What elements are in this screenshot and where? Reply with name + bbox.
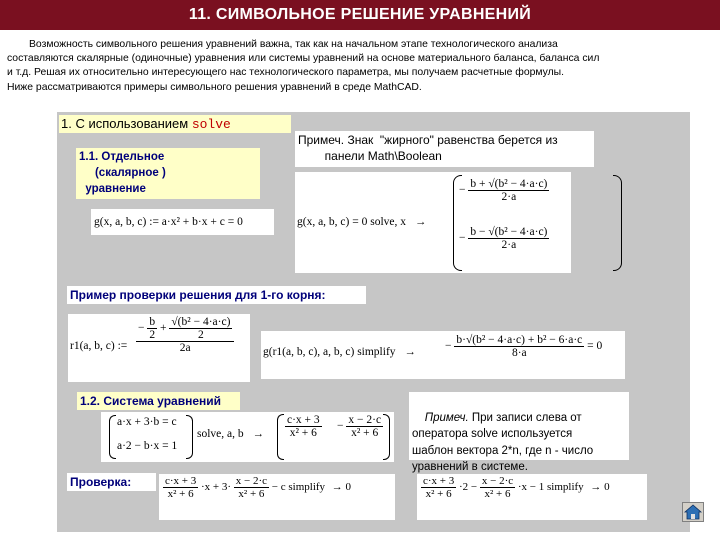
check-minus: − [445,340,452,353]
verify-label[interactable]: Проверка: [67,473,156,491]
r1-lhs: r1(a, b, c) := [70,340,128,352]
solution-bracket-right [383,414,390,460]
v2-tail: ·x − 1 simplify [517,481,584,494]
root-2-sign: − [459,232,466,245]
v1-den-1: x² + 6 [167,488,194,500]
mathcad-worksheet [57,112,690,532]
intro-line-2: составляются скалярные (одиночные) уравнения или системы уравнений на основе материального баланса, баланса сил [7,53,600,65]
system-bracket [109,415,116,459]
v2-mid: ·2 − [459,481,478,494]
r1-minus: − [138,322,145,335]
root-1-numerator: b + √(b² − 4·a·c) [470,178,548,190]
v2-result: 0 [604,481,610,494]
solution-bracket-left [277,414,284,460]
system-arrow: → [252,428,265,440]
home-icon[interactable] [682,502,704,522]
check-expr: g(r1(a, b, c), a, b, c) simplify [263,346,396,358]
root-1-denominator: 2·a [501,191,517,203]
solution-b-den: x² + 6 [351,427,379,439]
r1-outer-den: 2a [179,342,191,354]
system-solve-text: solve, a, b [197,428,244,440]
section-heading-1[interactable] [59,115,291,133]
r1-sqrt-den: 2 [198,329,204,341]
check-heading[interactable]: Пример проверки решения для 1-го корня: [67,286,366,304]
solve-keyword: solve [191,117,231,132]
v1-num-2: x − 2·c [235,475,268,487]
section-1-2-label[interactable]: 1.2. Система уравнений [77,392,240,410]
solve-expression[interactable] [295,172,571,273]
solve-arrow: → [414,216,427,228]
intro-line-3: и т.д. Решая их относительно интересующего нас технологического параметра, мы получаем расчетные формулы. [7,67,565,79]
note-bold-equals[interactable]: Примеч. Знак "жирного" равенства берется из панели Math\Boolean [295,131,594,167]
slide-title: 11. СИМВОЛЬНОЕ РЕШЕНИЕ УРАВНЕНИЙ [0,0,720,30]
result-vector-bracket-right [613,175,622,271]
check-result-equals: = 0 [587,340,603,353]
r1-plus: + [160,322,167,335]
v1-arrow: → [331,481,343,494]
system-bracket-right [186,415,193,459]
root-2 [459,226,549,251]
v1-mid: ·x + 3· [201,481,232,494]
intro-paragraph [7,38,713,95]
solve-expression-text: g(x, a, b, c) = 0 solve, x [297,216,407,228]
verify-equation-2[interactable] [417,474,647,520]
root-2-numerator: b − √(b² − 4·a·c) [470,226,548,238]
r1-sqrt-num: √(b² − 4·a·c) [171,316,231,328]
check-arrow: → [404,346,416,358]
section-1-1-label[interactable]: 1.1. Отдельное (скалярное ) уравнение [76,148,260,199]
system-eq-2: a·2 − b·x = 1 [117,440,178,452]
note-2-italic: Примеч. [424,411,469,424]
root-r1-definition[interactable] [68,314,250,382]
note-2-text: При записи слева от оператора solve используется шаблон вектора 2*n, где n - число уравнений в системе. [412,411,594,473]
section-heading-1-text: 1. С использованием [61,116,192,131]
v1-den-2: x² + 6 [238,488,265,500]
solution-b-num: x − 2·c [348,414,382,426]
intro-line-4: Ниже рассматриваются примеры символьного решения уравнений в среде MathCAD. [7,81,422,93]
check-result-numerator: b·√(b² − 4·a·c) + b² − 6·a·c [456,334,583,346]
function-definition-expr: g(x, a, b, c) := a·x² + b·x + c = 0 [94,216,243,228]
note-solve-vector[interactable] [409,392,629,473]
v2-num-2: x − 2·c [481,475,514,487]
check-simplify[interactable] [261,331,625,379]
check-result-denominator: 8·a [511,347,527,359]
intro-line-1: Возможность символьного решения уравнений важна, так как на начальном этапе технологического анализа [29,39,558,50]
r1-term1-den: 2 [149,329,156,341]
root-1 [459,178,549,203]
function-definition[interactable] [91,209,274,235]
v1-tail: − c simplify [271,481,326,494]
v2-den-1: x² + 6 [425,488,452,500]
root-2-denominator: 2·a [501,239,517,251]
verify-equation-1[interactable] [159,474,395,520]
system-eq-1: a·x + 3·b = c [117,416,177,428]
v1-result: 0 [345,481,352,494]
v2-den-2: x² + 6 [484,488,511,500]
v2-num-1: c·x + 3 [423,475,455,487]
solution-b-minus: − [337,420,344,433]
r1-term1-num: b [149,316,156,328]
v2-arrow: → [590,481,602,494]
solution-a-num: c·x + 3 [287,414,320,426]
solution-a-den: x² + 6 [289,427,317,439]
v1-num-1: c·x + 3 [165,475,197,487]
root-1-sign: − [459,184,466,197]
system-solve[interactable] [101,412,394,462]
